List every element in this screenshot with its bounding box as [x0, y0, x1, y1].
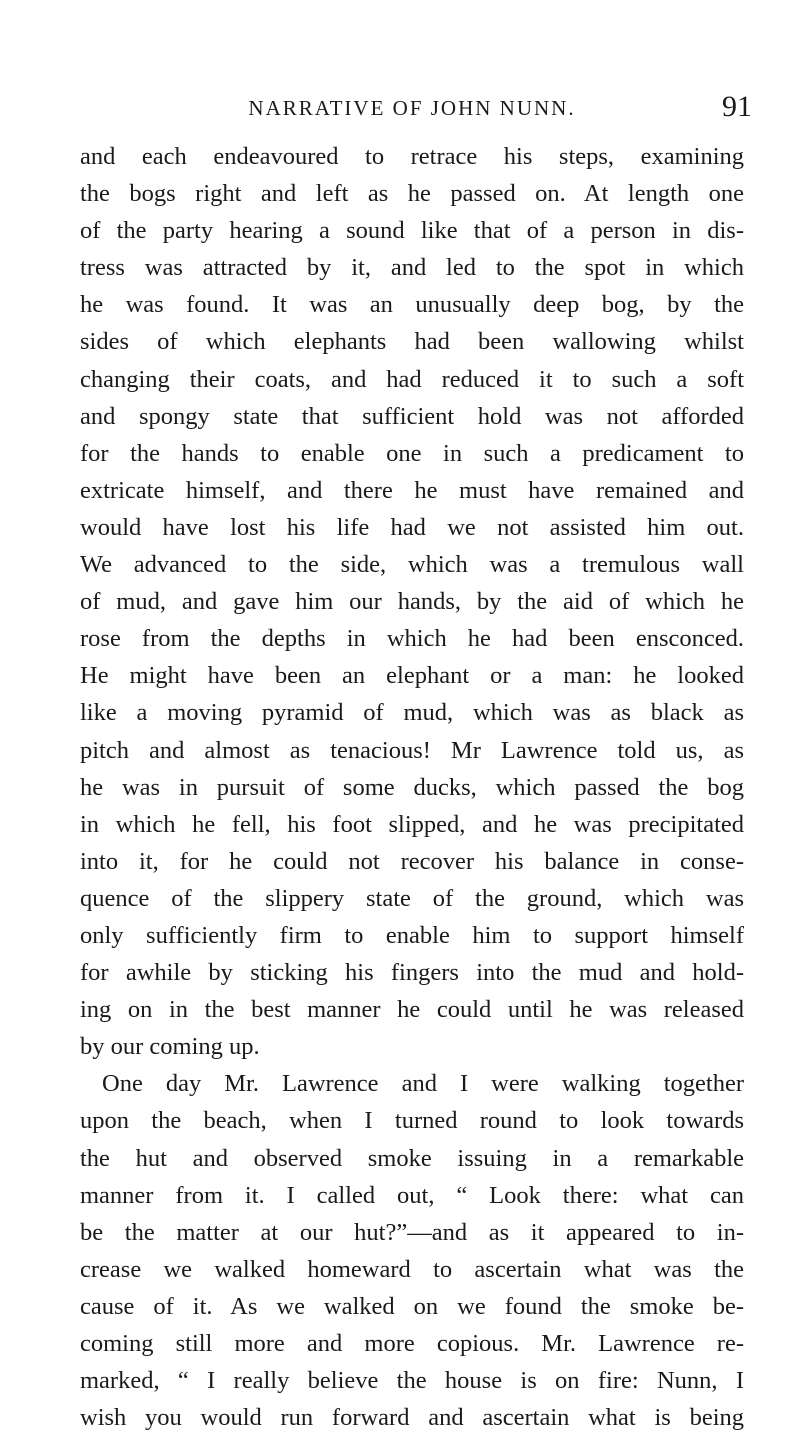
text-line: rose from the depths in which he had been ensconced. [80, 625, 744, 653]
text-line: only sufficiently firm to enable him to support himself [80, 921, 744, 949]
text-line: coming still more and more copious. Mr. Lawrence re- [80, 1330, 744, 1357]
text-line: We advanced to the side, which was a tremulous wall [80, 551, 744, 579]
running-head [80, 90, 752, 132]
text-line: the hut and observed smoke issuing in a remarkable [80, 1144, 744, 1172]
text-line: ing on in the best manner he could until he was released [80, 996, 744, 1024]
paragraph-start-line: One day Mr. Lawrence and I were walking together [102, 1070, 744, 1098]
text-line: quence of the slippery state of the ground, which was [80, 884, 744, 912]
text-line: cause of it. As we walked on we found the smoke be- [80, 1292, 744, 1320]
text-line: sides of which elephants had been wallowing whilst [80, 328, 744, 356]
text-line: the bogs right and left as he passed on. At length one [80, 180, 744, 208]
text-line: into it, for he could not recover his balance in conse- [80, 847, 744, 875]
text-line: and each endeavoured to retrace his steps, examining [80, 143, 744, 170]
body-text [80, 138, 744, 1436]
page-number: 91 [722, 90, 752, 123]
running-title: NARRATIVE OF JOHN NUNN. [248, 96, 576, 120]
text-line: crease we walked homeward to ascertain what was the [80, 1255, 744, 1283]
text-line: like a moving pyramid of mud, which was as black as [80, 699, 744, 727]
text-line: he was in pursuit of some ducks, which passed the bog [80, 773, 744, 801]
text-line: tress was attracted by it, and led to the spot in which [80, 254, 744, 282]
text-line: changing their coats, and had reduced it to such a soft [80, 365, 744, 393]
text-line: for awhile by sticking his fingers into the mud and hold- [80, 959, 744, 987]
text-line: pitch and almost as tenacious! Mr Lawrence told us, as [80, 736, 744, 764]
paragraph-end-line: by our coming up. [80, 1033, 260, 1061]
text-line: wish you would run forward and ascertain what is being [80, 1404, 744, 1432]
text-line: manner from it. I called out, “ Look there: what can [80, 1181, 744, 1209]
text-line: of mud, and gave him our hands, by the aid of which he [80, 588, 744, 616]
text-line: for the hands to enable one in such a predicament to [80, 439, 744, 467]
text-line: of the party hearing a sound like that of a person in dis- [80, 217, 744, 245]
text-line: be the matter at our hut?”—and as it appeared to in- [80, 1218, 744, 1246]
text-line: marked, “ I really believe the house is on fire: Nunn, I [80, 1367, 744, 1395]
text-line: in which he fell, his foot slipped, and he was precipitated [80, 810, 744, 838]
text-line: extricate himself, and there he must have remained and [80, 476, 744, 504]
text-line: He might have been an elephant or a man: he looked [80, 662, 744, 690]
text-line: would have lost his life had we not assisted him out. [80, 513, 744, 541]
text-line: he was found. It was an unusually deep bog, by the [80, 291, 744, 319]
text-line: and spongy state that sufficient hold was not afforded [80, 402, 744, 430]
text-line: upon the beach, when I turned round to look towards [80, 1107, 744, 1135]
